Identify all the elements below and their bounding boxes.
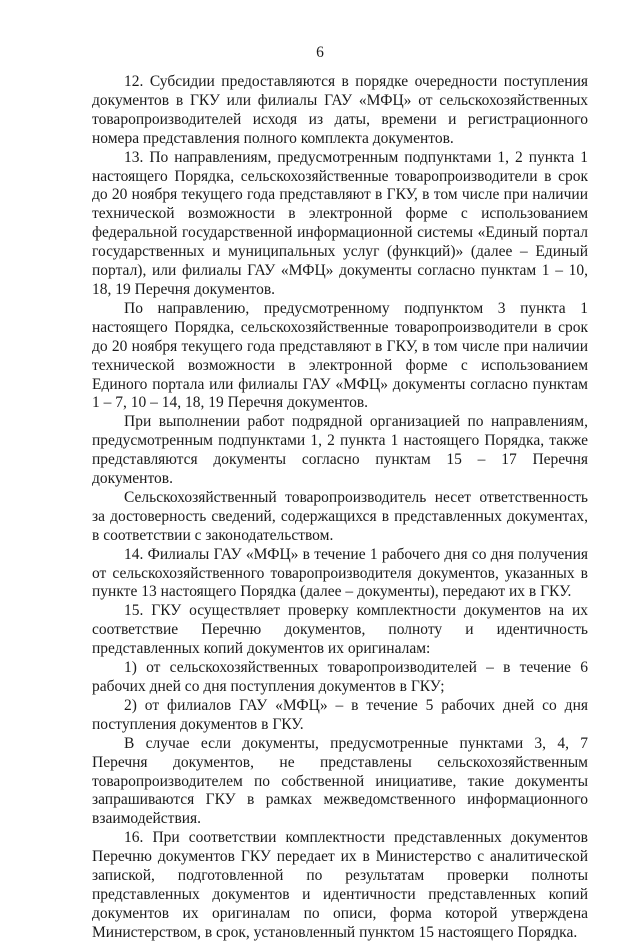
paragraph-contractor-works: При выполнении работ подрядной организацией по направлениям, предусмотренным подпунктами 1, 2 пункта 1 настоящего Порядка, также представляются документы согласно пунктам 15 – 17 Перечня документов.	[92, 413, 588, 488]
paragraph-item-16: 16. При соответствии комплектности представленных документов Перечню документов ГКУ передает их в Министерство с аналитической запиской, подготовленной по результатам проверки полноты представленных документов и идентичности представленных копий документов их оригиналам по описи, форма которой утверждена Министерством, в срок, установленный пунктом 15 настоящего Порядка.	[92, 829, 588, 941]
paragraph-interagency-request: В случае если документы, предусмотренные пунктами 3, 4, 7 Перечня документов, не представлены сельскохозяйственным товаропроизводителем по собственной инициативе, такие документы запрашиваются ГКУ в рамках межведомственного информационного взаимодействия.	[92, 734, 588, 828]
page-number: 6	[316, 44, 324, 61]
paragraph-item-15-sub-1: 1) от сельскохозяйственных товаропроизводителей – в течение 6 рабочих дней со дня поступления документов в ГКУ;	[92, 659, 588, 695]
paragraph-item-15: 15. ГКУ осуществляет проверку комплектности документов на их соответствие Перечню документов, полноту и идентичность представленных копий документов их оригиналам:	[92, 602, 588, 658]
paragraph-item-14: 14. Филиалы ГАУ «МФЦ» в течение 1 рабочего дня со дня получения от сельскохозяйственного товаропроизводителя документов, указанных в пункте 13 настоящего Порядка (далее – документы), передают их в ГКУ.	[92, 545, 588, 601]
paragraph-item-15-sub-2: 2) от филиалов ГАУ «МФЦ» – в течение 5 рабочих дней со дня поступления документов в ГКУ.	[92, 696, 588, 733]
paragraph-responsibility: Сельскохозяйственный товаропроизводитель несет ответственность за достоверность сведений, содержащихся в представленных документах, в соответствии с законодательством.	[92, 488, 588, 544]
paragraph-direction-3: По направлению, предусмотренному подпунктом 3 пункта 1 настоящего Порядка, сельскохозяйственные товаропроизводители в срок до 20 ноября текущего года представляют в ГКУ, в том числе при наличии технической возможности в электронной форме с использованием Единого портала или филиалы ГАУ «МФЦ» документы согласно пунктам 1 – 7, 10 – 14, 18, 19 Перечня документов.	[92, 299, 588, 412]
document-body	[92, 73, 588, 943]
paragraph-item-13: 13. По направлениям, предусмотренным подпунктами 1, 2 пункта 1 настоящего Порядка, сельскохозяйственные товаропроизводители в срок до 20 ноября текущего года представляют в ГКУ, в том числе при наличии технической возможности в электронной форме с использованием федеральной государственной информационной системы «Единый портал государственных и муниципальных услуг (функций)» (далее – Единый портал), или филиалы ГАУ «МФЦ» документы согласно пунктам 1 – 10, 18, 19 Перечня документов.	[92, 148, 588, 298]
paragraph-item-12: 12. Субсидии предоставляются в порядке очередности поступления документов в ГКУ или филиалы ГАУ «МФЦ» от сельскохозяйственных товаропроизводителей исходя из даты, времени и регистрационного номера представления полного комплекта документов.	[92, 73, 588, 147]
